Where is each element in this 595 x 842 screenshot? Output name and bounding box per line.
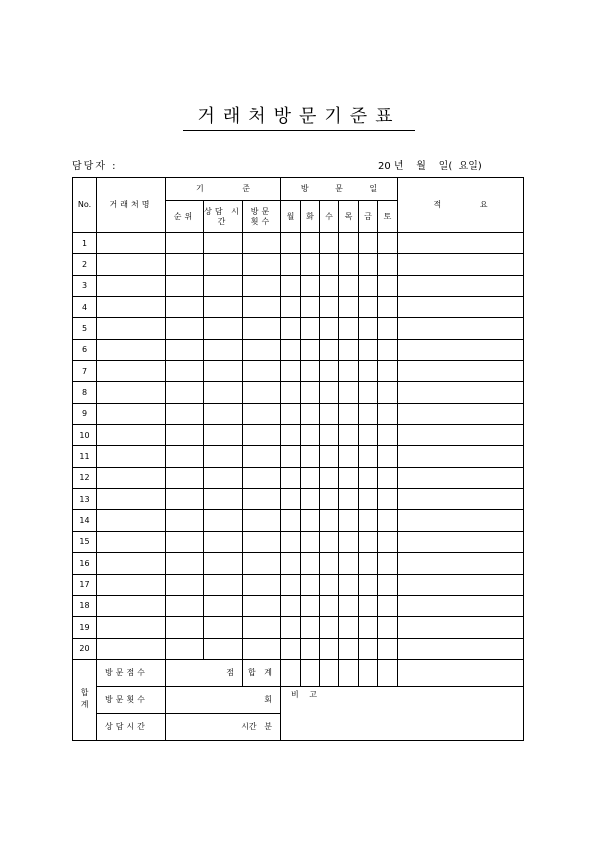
table-cell[interactable] (97, 254, 166, 275)
table-cell[interactable] (339, 254, 359, 275)
table-row (73, 446, 524, 467)
table-cell[interactable] (378, 574, 398, 595)
table-cell[interactable] (398, 638, 524, 659)
table-row (73, 574, 524, 595)
table-cell[interactable] (243, 638, 281, 659)
table-cell[interactable] (243, 275, 281, 296)
table-cell[interactable] (243, 467, 281, 488)
table-cell[interactable] (97, 361, 166, 382)
table-cell[interactable] (204, 275, 243, 296)
table-cell[interactable] (378, 233, 398, 254)
table-cell[interactable] (359, 595, 378, 616)
table-cell[interactable] (243, 446, 281, 467)
table-cell[interactable] (166, 446, 204, 467)
table-cell[interactable] (281, 531, 301, 552)
table-cell[interactable] (243, 403, 281, 424)
table-cell[interactable] (281, 254, 301, 275)
table-row (73, 617, 524, 638)
row-number: 17 (73, 574, 97, 595)
visit-score-label: 방문점수 (97, 659, 166, 686)
table-cell[interactable] (359, 233, 378, 254)
table-cell[interactable] (320, 339, 339, 360)
visit-count-label: 방문횟수 (97, 686, 166, 713)
table-cell[interactable] (281, 403, 301, 424)
table-cell[interactable] (281, 339, 301, 360)
table-cell[interactable] (97, 425, 166, 446)
table-cell[interactable] (281, 638, 301, 659)
table-cell[interactable] (166, 510, 204, 531)
row-number: 13 (73, 489, 97, 510)
table-cell[interactable] (243, 233, 281, 254)
table-row (73, 275, 524, 296)
table-cell[interactable] (398, 467, 524, 488)
table-row (73, 510, 524, 531)
table-cell[interactable] (359, 297, 378, 318)
table-row (73, 531, 524, 552)
table-cell[interactable] (339, 574, 359, 595)
table-cell[interactable] (97, 617, 166, 638)
table-cell[interactable] (166, 275, 204, 296)
row-number: 16 (73, 553, 97, 574)
table-cell[interactable] (97, 403, 166, 424)
table-cell[interactable] (166, 297, 204, 318)
table-cell[interactable] (204, 467, 243, 488)
table-row (73, 339, 524, 360)
table-cell[interactable] (320, 425, 339, 446)
table-cell[interactable] (281, 318, 301, 339)
table-cell[interactable] (398, 318, 524, 339)
table-cell[interactable] (320, 275, 339, 296)
table-cell[interactable] (97, 297, 166, 318)
criteria-header: 기 준 (166, 178, 281, 201)
table-cell[interactable] (339, 446, 359, 467)
table-cell[interactable] (301, 467, 320, 488)
visit-day-header: 방 문 일 (281, 178, 398, 201)
table-cell[interactable] (378, 595, 398, 616)
consult-time-unit: 시간 분 (166, 713, 281, 740)
table-cell[interactable] (243, 553, 281, 574)
row-number: 14 (73, 510, 97, 531)
table-cell[interactable] (359, 275, 378, 296)
table-cell[interactable] (204, 233, 243, 254)
table-row (73, 382, 524, 403)
table-cell[interactable] (204, 403, 243, 424)
table-cell[interactable] (301, 361, 320, 382)
table-cell[interactable] (301, 489, 320, 510)
table-cell[interactable] (339, 531, 359, 552)
table-cell[interactable] (339, 553, 359, 574)
table-cell[interactable] (378, 382, 398, 403)
table-cell[interactable] (398, 574, 524, 595)
consult-time-label: 상담시간 (97, 713, 166, 740)
table-cell[interactable] (398, 531, 524, 552)
table-cell[interactable] (243, 297, 281, 318)
table-cell[interactable] (204, 595, 243, 616)
table-cell[interactable] (398, 382, 524, 403)
table-cell[interactable] (398, 425, 524, 446)
table-cell[interactable] (243, 574, 281, 595)
table-cell[interactable] (339, 510, 359, 531)
table-cell[interactable] (281, 233, 301, 254)
table-cell[interactable] (97, 531, 166, 552)
table-cell[interactable] (166, 489, 204, 510)
weekday-tue: 화 (301, 201, 320, 233)
table-cell[interactable] (378, 425, 398, 446)
table-cell[interactable] (97, 574, 166, 595)
table-cell[interactable] (204, 382, 243, 403)
table-cell[interactable] (281, 510, 301, 531)
row-number: 12 (73, 467, 97, 488)
table-cell[interactable] (359, 254, 378, 275)
table-cell[interactable] (301, 446, 320, 467)
table-cell[interactable] (97, 275, 166, 296)
table-cell[interactable] (97, 595, 166, 616)
table-cell[interactable] (204, 254, 243, 275)
table-cell[interactable] (204, 425, 243, 446)
table-cell[interactable] (281, 467, 301, 488)
table-cell[interactable] (243, 382, 281, 403)
table-cell[interactable] (398, 339, 524, 360)
consult-time-header: 상담 시간 (204, 201, 243, 233)
table-cell[interactable] (320, 382, 339, 403)
table-cell[interactable] (359, 446, 378, 467)
total-label: 합계 (73, 659, 97, 740)
table-cell[interactable] (359, 382, 378, 403)
table-cell[interactable] (359, 638, 378, 659)
table-cell[interactable] (281, 297, 301, 318)
table-cell[interactable] (339, 638, 359, 659)
table-cell[interactable] (204, 489, 243, 510)
table-cell[interactable] (243, 425, 281, 446)
table-cell[interactable] (320, 638, 339, 659)
table-cell[interactable] (243, 489, 281, 510)
table-cell[interactable] (339, 297, 359, 318)
table-cell[interactable] (97, 446, 166, 467)
table-cell[interactable] (398, 446, 524, 467)
table-cell[interactable] (243, 318, 281, 339)
table-cell[interactable] (320, 510, 339, 531)
remarks-label: 비 고 (281, 686, 524, 740)
table-cell[interactable] (97, 382, 166, 403)
table-cell[interactable] (320, 595, 339, 616)
table-cell[interactable] (398, 361, 524, 382)
table-cell[interactable] (320, 361, 339, 382)
table-cell[interactable] (281, 617, 301, 638)
table-cell[interactable] (320, 403, 339, 424)
table-cell[interactable] (281, 446, 301, 467)
table-cell[interactable] (166, 574, 204, 595)
table-cell[interactable] (398, 510, 524, 531)
table-cell[interactable] (378, 318, 398, 339)
client-name-header: 거래처명 (97, 178, 166, 233)
table-cell[interactable] (166, 318, 204, 339)
table-cell[interactable] (204, 361, 243, 382)
table-row (73, 425, 524, 446)
table-cell[interactable] (301, 617, 320, 638)
table-row (73, 297, 524, 318)
table-cell[interactable] (204, 574, 243, 595)
document-title: 거래처방문기준표 (183, 104, 415, 131)
table-cell[interactable] (281, 574, 301, 595)
row-number: 7 (73, 361, 97, 382)
row-number: 11 (73, 446, 97, 467)
table-cell[interactable] (339, 425, 359, 446)
table-row (73, 467, 524, 488)
table-cell[interactable] (301, 254, 320, 275)
table-cell[interactable] (378, 361, 398, 382)
table-cell[interactable] (166, 403, 204, 424)
table-row (73, 553, 524, 574)
table-cell[interactable] (204, 638, 243, 659)
table-cell[interactable] (398, 233, 524, 254)
table-cell[interactable] (166, 617, 204, 638)
row-number: 1 (73, 233, 97, 254)
table-cell[interactable] (301, 553, 320, 574)
row-number: 5 (73, 318, 97, 339)
table-cell[interactable] (97, 233, 166, 254)
table-cell[interactable] (339, 489, 359, 510)
table-cell[interactable] (378, 403, 398, 424)
table-cell[interactable] (339, 595, 359, 616)
table-cell[interactable] (281, 382, 301, 403)
table-cell[interactable] (301, 275, 320, 296)
table-cell[interactable] (378, 297, 398, 318)
table-cell[interactable] (378, 531, 398, 552)
table-cell[interactable] (339, 403, 359, 424)
table-cell[interactable] (378, 467, 398, 488)
table-cell[interactable] (281, 553, 301, 574)
table-cell[interactable] (398, 403, 524, 424)
table-cell[interactable] (281, 425, 301, 446)
table-cell[interactable] (301, 638, 320, 659)
table-cell[interactable] (301, 595, 320, 616)
table-cell[interactable] (166, 361, 204, 382)
table-cell[interactable] (398, 254, 524, 275)
table-row (73, 233, 524, 254)
table-cell[interactable] (378, 617, 398, 638)
row-number: 6 (73, 339, 97, 360)
table-cell[interactable] (97, 489, 166, 510)
visit-count-header: 방문 횟수 (243, 201, 281, 233)
table-cell[interactable] (398, 553, 524, 574)
table-cell[interactable] (378, 339, 398, 360)
date-line: 20 년 월 일( 요일) (378, 161, 482, 172)
table-cell[interactable] (320, 297, 339, 318)
table-cell[interactable] (359, 510, 378, 531)
table-cell[interactable] (320, 467, 339, 488)
table-cell[interactable] (301, 510, 320, 531)
table-cell[interactable] (243, 361, 281, 382)
table-cell[interactable] (320, 233, 339, 254)
visit-score-unit: 점 (166, 659, 243, 686)
table-cell[interactable] (320, 574, 339, 595)
table-cell[interactable] (281, 489, 301, 510)
table-cell[interactable] (359, 467, 378, 488)
weekday-sat: 토 (378, 201, 398, 233)
table-cell[interactable] (359, 339, 378, 360)
table-cell[interactable] (320, 446, 339, 467)
table-cell[interactable] (166, 595, 204, 616)
table-row (73, 361, 524, 382)
table-cell[interactable] (166, 382, 204, 403)
table-cell[interactable] (359, 403, 378, 424)
table-cell[interactable] (359, 531, 378, 552)
row-number: 18 (73, 595, 97, 616)
summary-header: 적 요 (398, 178, 524, 233)
manager-label: 담당자 : (72, 161, 118, 172)
row-number: 20 (73, 638, 97, 659)
table-cell[interactable] (204, 318, 243, 339)
table-cell[interactable] (339, 382, 359, 403)
table-cell[interactable] (320, 531, 339, 552)
table-cell[interactable] (281, 595, 301, 616)
table-cell[interactable] (204, 297, 243, 318)
table-cell[interactable] (243, 531, 281, 552)
table-cell[interactable] (301, 574, 320, 595)
table-row (73, 318, 524, 339)
table-cell[interactable] (97, 510, 166, 531)
table-cell[interactable] (166, 638, 204, 659)
table-cell[interactable] (339, 233, 359, 254)
table-cell[interactable] (301, 403, 320, 424)
rank-header: 순위 (166, 201, 204, 233)
table-cell[interactable] (378, 638, 398, 659)
table-cell[interactable] (166, 553, 204, 574)
total-sum-label: 합 계 (243, 659, 281, 686)
table-row (73, 403, 524, 424)
table-cell[interactable] (204, 531, 243, 552)
table-row (73, 638, 524, 659)
table-cell[interactable] (301, 425, 320, 446)
table-cell[interactable] (359, 361, 378, 382)
row-number: 8 (73, 382, 97, 403)
table-cell[interactable] (320, 318, 339, 339)
table-cell[interactable] (398, 275, 524, 296)
row-number: 2 (73, 254, 97, 275)
table-cell[interactable] (243, 254, 281, 275)
table-cell[interactable] (378, 275, 398, 296)
table-cell[interactable] (281, 275, 301, 296)
table-cell[interactable] (204, 617, 243, 638)
table-cell[interactable] (97, 318, 166, 339)
table-cell[interactable] (359, 617, 378, 638)
table-cell[interactable] (301, 318, 320, 339)
table-cell[interactable] (320, 617, 339, 638)
table-cell[interactable] (243, 617, 281, 638)
table-cell[interactable] (301, 233, 320, 254)
table-cell[interactable] (320, 489, 339, 510)
table-row (73, 254, 524, 275)
table-cell[interactable] (301, 531, 320, 552)
table-cell[interactable] (378, 489, 398, 510)
table-cell[interactable] (398, 489, 524, 510)
row-number: 10 (73, 425, 97, 446)
table-cell[interactable] (359, 553, 378, 574)
table-cell[interactable] (281, 361, 301, 382)
table-cell[interactable] (301, 382, 320, 403)
table-row (73, 489, 524, 510)
table-cell[interactable] (204, 446, 243, 467)
visit-count-unit: 회 (166, 686, 281, 713)
table-cell[interactable] (378, 446, 398, 467)
no-header: No. (73, 178, 97, 233)
table-row (73, 595, 524, 616)
table-cell[interactable] (97, 339, 166, 360)
table-cell[interactable] (166, 339, 204, 360)
row-number: 3 (73, 275, 97, 296)
table-cell[interactable] (398, 617, 524, 638)
table-cell[interactable] (339, 318, 359, 339)
table-cell[interactable] (320, 254, 339, 275)
table-cell[interactable] (359, 489, 378, 510)
table-cell[interactable] (359, 574, 378, 595)
table-cell[interactable] (301, 297, 320, 318)
table-cell[interactable] (204, 553, 243, 574)
weekday-wed: 수 (320, 201, 339, 233)
table-cell[interactable] (301, 339, 320, 360)
table-cell[interactable] (398, 297, 524, 318)
table-cell[interactable] (339, 617, 359, 638)
row-number: 19 (73, 617, 97, 638)
row-number: 15 (73, 531, 97, 552)
weekday-thu: 목 (339, 201, 359, 233)
table-cell[interactable] (243, 339, 281, 360)
table-cell[interactable] (359, 318, 378, 339)
visit-criteria-table (72, 177, 524, 741)
table-cell[interactable] (166, 467, 204, 488)
table-cell[interactable] (204, 339, 243, 360)
table-cell[interactable] (166, 233, 204, 254)
table-cell[interactable] (243, 595, 281, 616)
table-cell[interactable] (204, 510, 243, 531)
table-cell[interactable] (97, 638, 166, 659)
table-cell[interactable] (166, 425, 204, 446)
table-cell[interactable] (97, 467, 166, 488)
table-cell[interactable] (339, 275, 359, 296)
table-cell[interactable] (339, 361, 359, 382)
table-cell[interactable] (166, 531, 204, 552)
row-number: 4 (73, 297, 97, 318)
table-cell[interactable] (339, 467, 359, 488)
table-cell[interactable] (359, 425, 378, 446)
table-cell[interactable] (398, 595, 524, 616)
table-cell[interactable] (378, 553, 398, 574)
table-cell[interactable] (320, 553, 339, 574)
weekday-mon: 월 (281, 201, 301, 233)
table-cell[interactable] (378, 254, 398, 275)
table-cell[interactable] (243, 510, 281, 531)
weekday-fri: 금 (359, 201, 378, 233)
table-cell[interactable] (97, 553, 166, 574)
table-cell[interactable] (378, 510, 398, 531)
table-cell[interactable] (166, 254, 204, 275)
row-number: 9 (73, 403, 97, 424)
table-cell[interactable] (339, 339, 359, 360)
